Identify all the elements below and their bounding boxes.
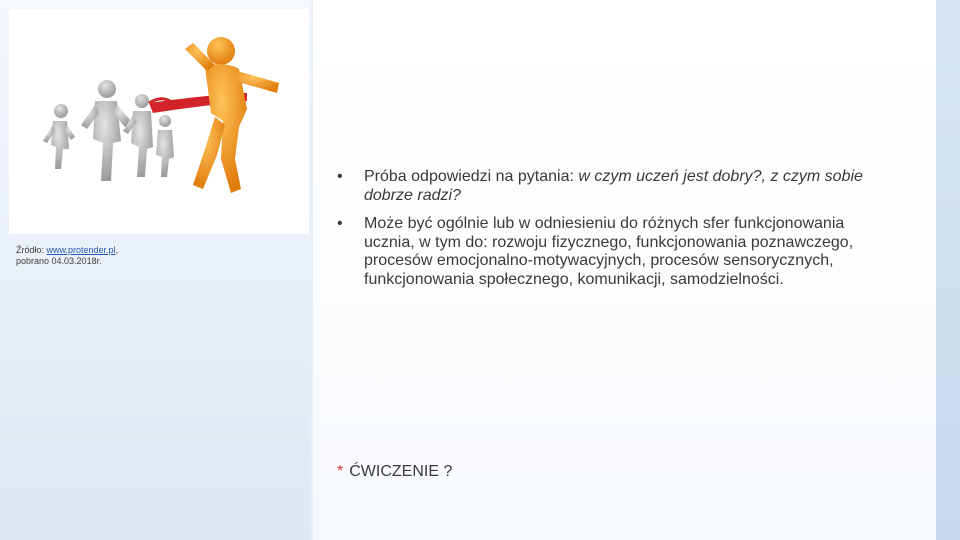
grey-runner-4 — [156, 115, 174, 177]
grey-runner-1 — [43, 104, 75, 169]
asterisk-marker: * — [337, 463, 344, 480]
caption-date: pobrano 04.03.2018r. — [16, 256, 102, 266]
caption-suffix: , — [115, 245, 119, 255]
image-source-caption — [16, 245, 216, 267]
bullet-text: Może być ogólnie lub w odniesieniu do różnych sfer funkcjonowania ucznia, w tym do: rozwoju fizycznego, funkcjonowania poznawczego, procesów emocjonalno-motywacyjnych, procesów sensorycznych, funkcjonowania społecznego, komunikacji, samodzielności. — [364, 215, 854, 288]
source-link[interactable]: www.protender.pl — [46, 245, 116, 255]
exercise-label — [337, 463, 452, 481]
runners-image — [9, 9, 309, 234]
bullet-item — [337, 215, 897, 289]
bullet-marker: • — [337, 215, 343, 232]
grey-runner-3 — [123, 94, 153, 177]
bullet-marker: • — [337, 168, 343, 185]
bullet-text: Próba odpowiedzi na pytania: — [364, 168, 579, 185]
runners-finish-line-icon — [9, 9, 309, 234]
caption-prefix: Źródło: — [16, 245, 47, 255]
bullet-list — [337, 168, 897, 299]
exercise-text: ĆWICZENIE ? — [349, 463, 453, 480]
bullet-item — [337, 168, 897, 205]
bullet-italic-text: w czym uczeń jest dobry?, z czym sobie dobrze radzi? — [364, 168, 863, 204]
right-background-strip — [936, 0, 960, 540]
winner-figure — [185, 37, 279, 193]
